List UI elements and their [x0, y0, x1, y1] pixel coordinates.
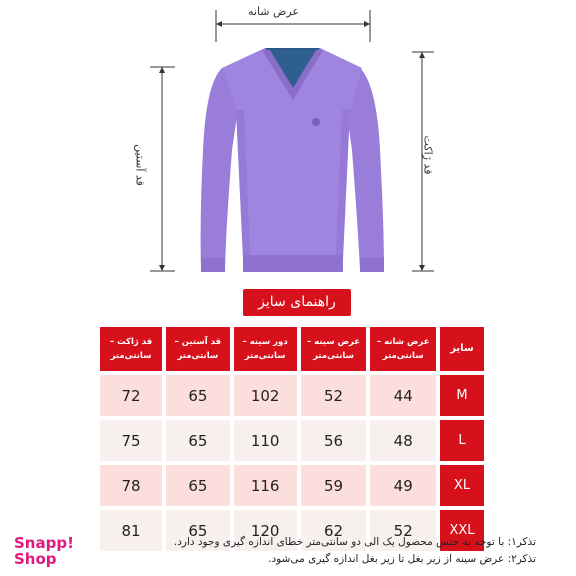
size-table — [96, 323, 488, 555]
sweater-illustration — [0, 0, 576, 285]
cell-jacket: 78 — [100, 465, 162, 506]
cell-size: L — [440, 420, 484, 461]
cell-chest-round: 102 — [234, 375, 297, 416]
cell-chest-round: 110 — [234, 420, 297, 461]
jacket-length-label: قد ژاکت — [421, 135, 435, 175]
logo-line-2: Shop — [14, 550, 57, 568]
sweater-body — [201, 48, 384, 272]
cell-jacket: 72 — [100, 375, 162, 416]
cell-size: XL — [440, 465, 484, 506]
table-row — [100, 420, 484, 461]
cell-chest: 59 — [301, 465, 367, 506]
notes — [96, 534, 536, 568]
header-size: سایز — [440, 327, 484, 371]
cell-chest: 52 — [301, 375, 367, 416]
cell-chest-round: 120 — [234, 510, 297, 551]
cell-sleeve: 65 — [166, 420, 230, 461]
sleeve-length-label: قد آستین — [133, 144, 147, 186]
table-header-row — [100, 327, 484, 371]
note-1: تذکر۱: با توجه به جنس محصول یک الی دو سانتی‌متر خطای اندازه گیری وجود دارد. — [173, 536, 536, 548]
cell-chest-round: 116 — [234, 465, 297, 506]
cell-chest: 62 — [301, 510, 367, 551]
table-row — [100, 375, 484, 416]
header-chest-round: دور سینه – سانتی‌متر — [234, 327, 297, 371]
snappshop-logo — [14, 535, 84, 567]
header-shoulder: عرض شانه – سانتی‌متر — [370, 327, 436, 371]
cell-jacket: 81 — [100, 510, 162, 551]
cell-jacket: 75 — [100, 420, 162, 461]
note-2: تذکر۲: عرض سینه از زیر بغل تا زیر بغل اندازه گیری می‌شود. — [268, 553, 536, 565]
logo-line-1: Snapp! — [14, 534, 74, 552]
cell-sleeve: 65 — [166, 465, 230, 506]
table-row — [100, 465, 484, 506]
cell-shoulder: 48 — [370, 420, 436, 461]
cell-sleeve: 65 — [166, 510, 230, 551]
sweater-figure — [0, 0, 576, 285]
header-chest: عرض سینه – سانتی‌متر — [301, 327, 367, 371]
cell-chest: 56 — [301, 420, 367, 461]
header-sleeve: قد آستین – سانتی‌متر — [166, 327, 230, 371]
shoulder-width-label: عرض شانه — [248, 5, 299, 18]
cell-size: XXL — [440, 510, 484, 551]
cell-shoulder: 49 — [370, 465, 436, 506]
cell-shoulder: 52 — [370, 510, 436, 551]
cell-sleeve: 65 — [166, 375, 230, 416]
cell-size: M — [440, 375, 484, 416]
cell-shoulder: 44 — [370, 375, 436, 416]
header-jacket: قد ژاکت – سانتی‌متر — [100, 327, 162, 371]
size-guide-title: راهنمای سایز — [243, 289, 351, 316]
